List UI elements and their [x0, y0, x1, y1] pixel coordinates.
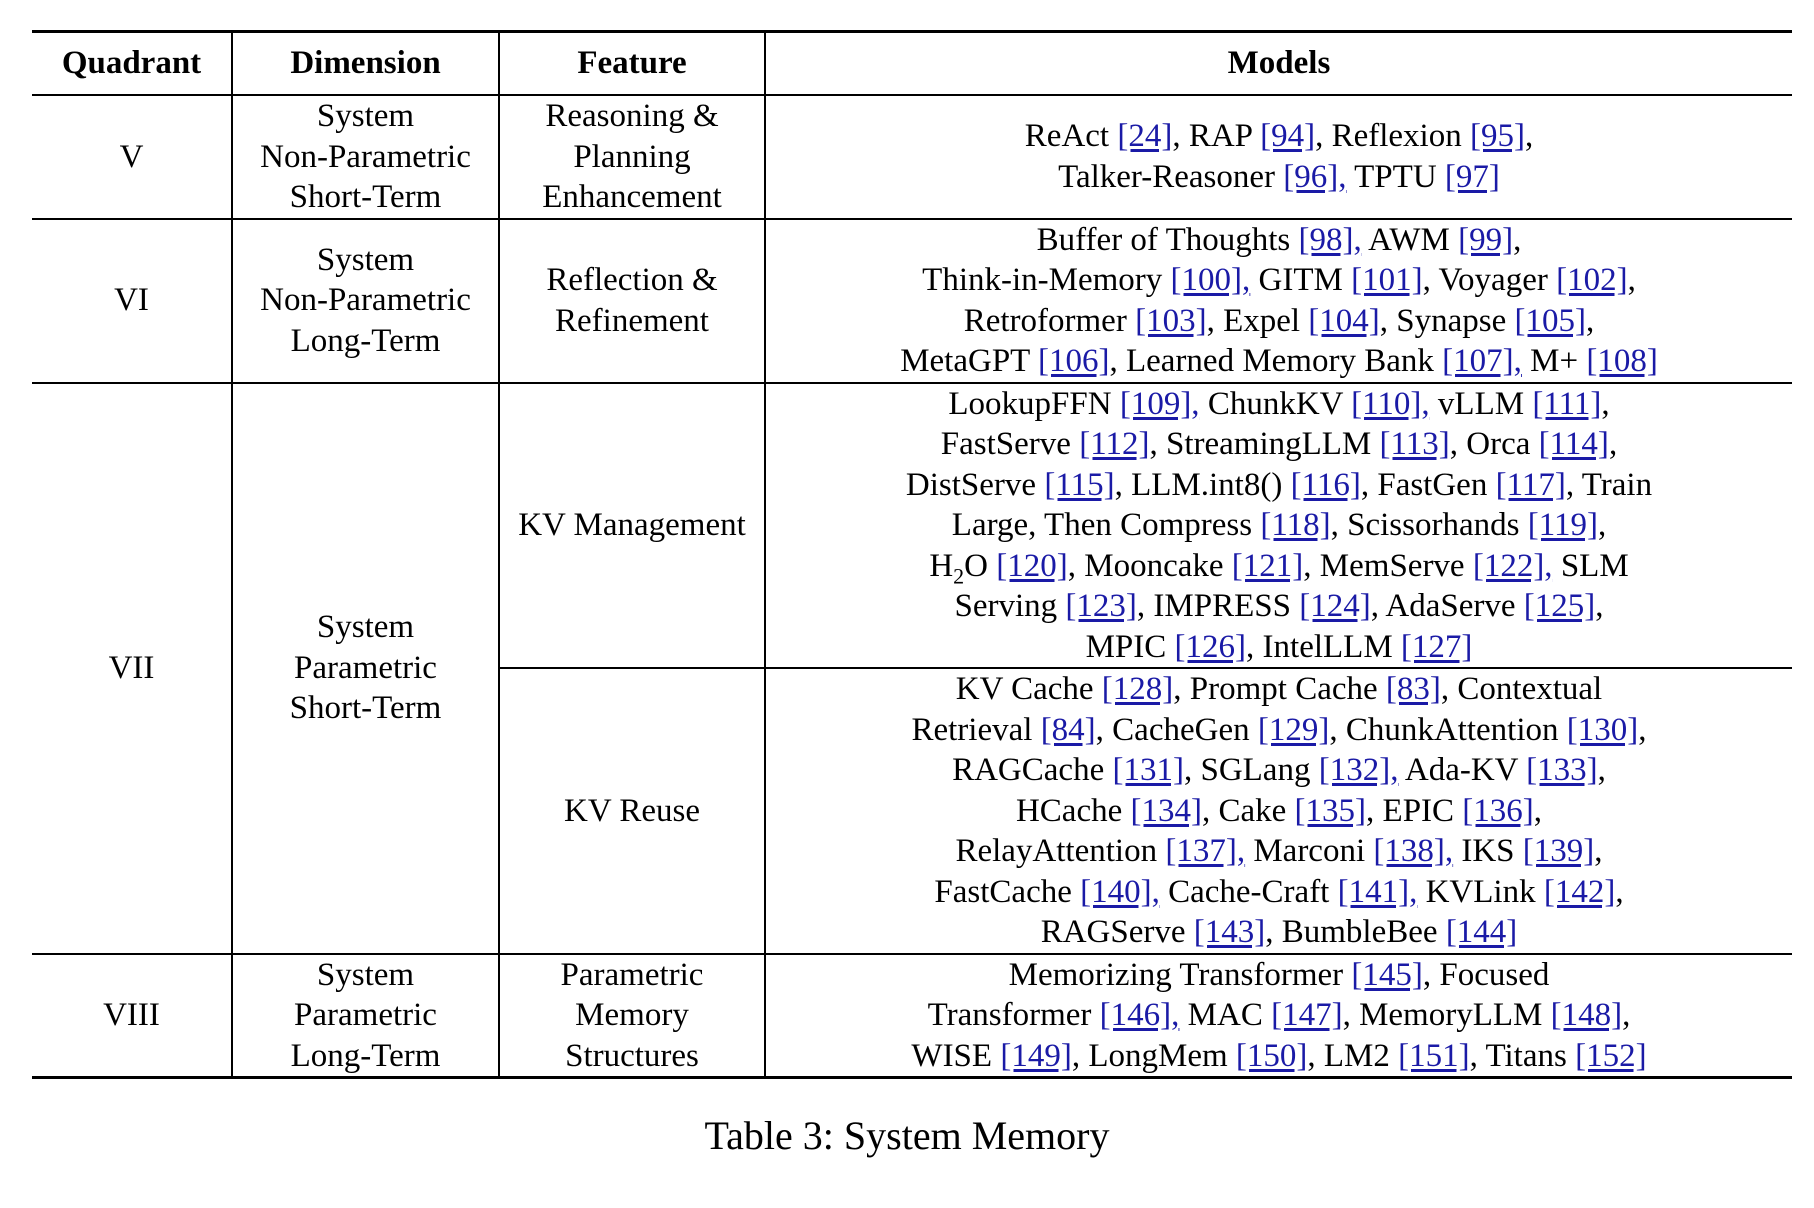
- model-name: $H_2O$: [929, 547, 989, 589]
- model-name: , Cake: [1201, 792, 1287, 829]
- citation-link[interactable]: [135]: [1294, 792, 1367, 829]
- model-name: RAGServe: [1040, 914, 1186, 950]
- model-name: ,: [1627, 262, 1636, 298]
- citation-link[interactable]: [84]: [1040, 711, 1096, 748]
- table-wrapper: [32, 30, 1792, 1079]
- quadrant-cell: VI: [32, 219, 232, 383]
- model-line: [766, 710, 1792, 751]
- models-cell: [765, 219, 1792, 383]
- model-name: , RAP: [1172, 118, 1252, 155]
- model-line: [766, 424, 1792, 465]
- model-line: [766, 750, 1792, 791]
- header-feature: Feature: [499, 32, 765, 96]
- dimension-cell: System Parametric Short-Term: [232, 383, 499, 954]
- citation-link[interactable]: [145]: [1351, 956, 1423, 993]
- model-name: Marconi: [1245, 833, 1366, 869]
- model-name: ,: [1638, 711, 1647, 748]
- model-name: ,: [1597, 507, 1607, 543]
- citation-link[interactable]: [94]: [1260, 118, 1316, 155]
- model-name: Cache-Craft: [1159, 873, 1330, 910]
- model-name: vLLM: [1429, 385, 1525, 422]
- citation-link[interactable]: [104]: [1308, 302, 1380, 339]
- citation-link[interactable]: [128]: [1101, 671, 1174, 707]
- citation-link[interactable]: [129]: [1257, 711, 1330, 748]
- citation-link[interactable]: [110],: [1351, 385, 1430, 422]
- citation-link[interactable]: [118]: [1260, 507, 1331, 543]
- model-name: , SGLang: [1183, 752, 1311, 788]
- model-name: , Orca: [1449, 426, 1531, 462]
- model-name: ,: [1595, 588, 1604, 624]
- table-row: [32, 383, 1792, 669]
- model-line: [766, 384, 1792, 425]
- model-line: [766, 995, 1792, 1036]
- model-name: Memorizing Transformer: [1008, 956, 1344, 993]
- citation-link[interactable]: [134]: [1130, 792, 1202, 829]
- model-line: [766, 791, 1792, 832]
- model-line: [766, 872, 1792, 913]
- model-name: , AdaServe: [1370, 588, 1516, 624]
- model-name: ,: [1594, 833, 1603, 869]
- model-name: , BumbleBee: [1265, 914, 1438, 950]
- citation-link[interactable]: [133]: [1526, 752, 1598, 788]
- model-line: [766, 116, 1792, 157]
- model-name: , StreamingLLM: [1149, 426, 1372, 462]
- model-name: , ChunkAttention: [1329, 711, 1559, 748]
- citation-link[interactable]: [146],: [1099, 997, 1180, 1033]
- header-row: [32, 32, 1792, 96]
- model-name: MAC: [1179, 997, 1263, 1033]
- models-cell: [765, 95, 1792, 219]
- citation-link[interactable]: [127]: [1400, 628, 1473, 665]
- table-row: [32, 954, 1792, 1078]
- citation-link[interactable]: [126]: [1174, 628, 1247, 665]
- citation-link[interactable]: [140],: [1080, 873, 1160, 910]
- citation-link[interactable]: [109],: [1119, 385, 1200, 422]
- quadrant-cell: VII: [32, 383, 232, 954]
- model-name: LookupFFN: [948, 385, 1112, 422]
- model-name: , LongMem: [1071, 1037, 1228, 1074]
- model-name: Talker-Reasoner: [1058, 158, 1276, 195]
- model-line: [766, 260, 1792, 301]
- feature-cell: Parametric Memory Structures: [499, 954, 765, 1078]
- feature-cell-kv-management: KV Management: [499, 383, 765, 669]
- citation-link[interactable]: [123]: [1065, 588, 1137, 624]
- citation-link[interactable]: [111]: [1532, 385, 1602, 422]
- model-name: ,: [1533, 792, 1543, 829]
- citation-link[interactable]: [124]: [1299, 588, 1371, 624]
- model-name: ,: [1524, 118, 1534, 155]
- model-line: [766, 586, 1792, 627]
- model-name: IKS: [1453, 833, 1515, 869]
- model-name: , LLM.int8(): [1114, 466, 1283, 503]
- model-name: , Focused: [1422, 956, 1550, 993]
- citation-link[interactable]: [116]: [1290, 466, 1361, 503]
- model-line: [766, 546, 1792, 587]
- citation-link[interactable]: [147]: [1271, 997, 1343, 1033]
- citation-link[interactable]: [122],: [1472, 547, 1553, 584]
- feature-cell-kv-reuse: KV Reuse: [499, 668, 765, 954]
- model-name: MetaGPT: [900, 343, 1030, 379]
- citation-link[interactable]: [142]: [1543, 873, 1616, 910]
- citation-link[interactable]: [114]: [1538, 426, 1609, 462]
- model-name: ,: [1586, 302, 1595, 339]
- model-name: HCache: [1015, 792, 1123, 829]
- table-row: [32, 219, 1792, 383]
- citation-link[interactable]: [152]: [1575, 1037, 1647, 1074]
- dimension-cell: System Non-Parametric Short-Term: [232, 95, 499, 219]
- model-line: [766, 955, 1792, 996]
- citation-link[interactable]: [139]: [1522, 833, 1595, 869]
- citation-link[interactable]: [151]: [1398, 1037, 1470, 1074]
- model-name: Retrieval: [911, 711, 1033, 748]
- model-name: Think-in-Memory: [922, 262, 1163, 298]
- citation-link[interactable]: [105]: [1514, 302, 1587, 339]
- model-name: , EPIC: [1366, 792, 1455, 829]
- citation-link[interactable]: [108]: [1586, 343, 1658, 379]
- model-name: GITM: [1250, 262, 1343, 298]
- model-name: Retroformer: [963, 302, 1127, 339]
- model-name: ,: [1513, 221, 1522, 258]
- model-name: , MemServe: [1303, 547, 1465, 584]
- model-name: M+: [1521, 343, 1579, 379]
- model-name: , Prompt Cache: [1173, 671, 1378, 707]
- citation-link[interactable]: [115]: [1044, 466, 1115, 503]
- table-caption: Table 3: System Memory: [704, 1113, 1110, 1158]
- citation-link[interactable]: [112]: [1079, 426, 1150, 462]
- model-name: , MemoryLLM: [1342, 997, 1543, 1033]
- models-cell: [765, 383, 1792, 669]
- model-name: , Train: [1565, 466, 1653, 503]
- model-name: , LM2: [1307, 1037, 1390, 1074]
- citation-link[interactable]: [113]: [1379, 426, 1450, 462]
- citation-link[interactable]: [24]: [1117, 118, 1173, 155]
- table-row: [32, 95, 1792, 219]
- model-line: [766, 465, 1792, 506]
- model-name: , Contextual: [1440, 671, 1603, 707]
- model-line: [766, 301, 1792, 342]
- citation-link[interactable]: [99]: [1458, 221, 1514, 258]
- citation-link[interactable]: [117]: [1495, 466, 1566, 503]
- models-cell: [765, 668, 1792, 954]
- model-name: ,: [1615, 873, 1624, 910]
- model-line: [766, 157, 1792, 198]
- citation-link[interactable]: [101]: [1351, 262, 1423, 298]
- model-name: , IntelLLM: [1246, 628, 1393, 665]
- citation-link[interactable]: [141],: [1337, 873, 1418, 910]
- model-line: [766, 220, 1792, 261]
- dimension-cell: System Non-Parametric Long-Term: [232, 219, 499, 383]
- model-name: Buffer of Thoughts: [1036, 221, 1291, 258]
- citation-link[interactable]: [103]: [1135, 302, 1207, 339]
- model-name: AWM: [1361, 221, 1450, 258]
- citation-link[interactable]: [130]: [1566, 711, 1639, 748]
- citation-link[interactable]: [100],: [1170, 262, 1251, 298]
- model-name: Ada-KV: [1398, 752, 1518, 788]
- dimension-cell: System Parametric Long-Term: [232, 954, 499, 1078]
- citation-link[interactable]: [149]: [1000, 1037, 1072, 1074]
- citation-link[interactable]: [148]: [1550, 997, 1623, 1033]
- model-line: [766, 831, 1792, 872]
- model-name: Transformer: [927, 997, 1092, 1033]
- model-name: MPIC: [1085, 628, 1167, 665]
- citation-link[interactable]: [132],: [1318, 752, 1399, 788]
- system-memory-table: [32, 30, 1792, 1079]
- quadrant-cell: V: [32, 95, 232, 219]
- model-line: [766, 341, 1792, 382]
- citation-link[interactable]: [106]: [1038, 343, 1110, 379]
- model-name: , CacheGen: [1095, 711, 1250, 748]
- model-name: TPTU: [1346, 158, 1437, 195]
- model-line: [766, 669, 1792, 710]
- model-name: ,: [1601, 385, 1610, 422]
- model-name: ,: [1597, 752, 1606, 788]
- citation-link[interactable]: [102]: [1556, 262, 1628, 298]
- citation-link[interactable]: [96],: [1283, 158, 1347, 195]
- model-name: ,: [1608, 426, 1618, 462]
- header-quadrant: Quadrant: [32, 32, 232, 96]
- model-name: SLM: [1552, 547, 1629, 584]
- citation-link[interactable]: [121]: [1231, 547, 1304, 584]
- citation-link[interactable]: [125]: [1523, 588, 1596, 624]
- model-name: ReAct: [1024, 118, 1110, 155]
- citation-link[interactable]: [138],: [1373, 833, 1454, 869]
- citation-link[interactable]: [119]: [1527, 507, 1598, 543]
- model-name: Large, Then Compress: [951, 507, 1253, 543]
- model-name: WISE: [911, 1037, 993, 1074]
- model-name: FastServe: [940, 426, 1071, 462]
- model-name: , Learned Memory Bank: [1109, 343, 1434, 379]
- model-name: KVLink: [1417, 873, 1536, 910]
- citation-link[interactable]: [137],: [1165, 833, 1246, 869]
- feature-cell: Reasoning & Planning Enhancement: [499, 95, 765, 219]
- citation-link[interactable]: [136]: [1462, 792, 1534, 829]
- model-name: FastCache: [934, 873, 1072, 910]
- quadrant-cell: VIII: [103, 997, 160, 1033]
- model-name: RAGCache: [952, 752, 1105, 788]
- model-line: [766, 505, 1792, 546]
- citation-link[interactable]: [143]: [1193, 914, 1266, 950]
- model-name: , Synapse: [1379, 302, 1507, 339]
- model-name: , Mooncake: [1067, 547, 1224, 584]
- model-name: RelayAttention: [955, 833, 1158, 869]
- model-name: ChunkKV: [1199, 385, 1343, 422]
- model-name: , Expel: [1206, 302, 1301, 339]
- model-line: [766, 1036, 1792, 1077]
- citation-link[interactable]: [144]: [1445, 914, 1518, 950]
- feature-cell: Reflection & Refinement: [499, 219, 765, 383]
- citation-link[interactable]: [150]: [1235, 1037, 1308, 1074]
- model-name: DistServe: [905, 466, 1037, 503]
- model-name: , Titans: [1469, 1037, 1567, 1074]
- model-name: , Voyager: [1422, 262, 1548, 298]
- citation-link[interactable]: [95]: [1469, 118, 1525, 155]
- citation-link[interactable]: [83]: [1385, 671, 1441, 707]
- header-models: Models: [765, 32, 1792, 96]
- model-name: , FastGen: [1360, 466, 1488, 503]
- model-line: [766, 627, 1792, 668]
- header-dimension: Dimension: [232, 32, 499, 96]
- citation-link[interactable]: [107],: [1442, 343, 1522, 379]
- model-name: , Scissorhands: [1330, 507, 1520, 543]
- model-name: , IMPRESS: [1136, 588, 1291, 624]
- citation-link[interactable]: [97]: [1444, 158, 1500, 195]
- citation-link[interactable]: [120]: [996, 547, 1068, 584]
- citation-link[interactable]: [98],: [1298, 221, 1362, 258]
- model-name: KV Cache: [955, 671, 1094, 707]
- model-name: , Reflexion: [1315, 118, 1462, 155]
- model-line: [766, 912, 1792, 953]
- citation-link[interactable]: [131]: [1112, 752, 1184, 788]
- model-name: Serving: [954, 588, 1058, 624]
- model-name: ,: [1622, 997, 1631, 1033]
- models-cell: [765, 954, 1792, 1078]
